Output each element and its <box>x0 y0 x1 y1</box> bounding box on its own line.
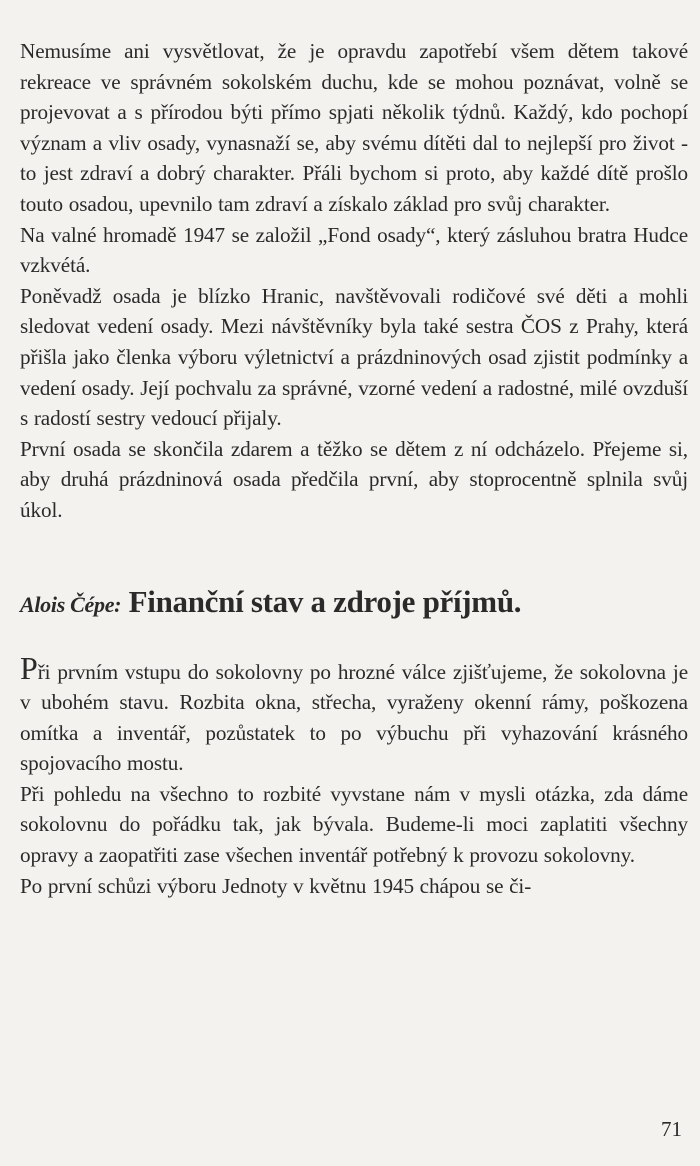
heading-gap <box>20 624 688 657</box>
article-author: Alois Čépe: <box>20 591 122 617</box>
article-title: Finanční stav a zdroje příjmů. <box>128 583 522 619</box>
article-body <box>20 649 688 902</box>
paragraph-first-visit <box>20 649 688 779</box>
paragraph-fund: Na valné hromadě 1947 se založil „Fond osady“, který zásluhou bratra Hudce vzkvétá. <box>20 222 688 278</box>
section-gap <box>20 526 688 583</box>
page-number: 71 <box>661 1117 682 1141</box>
top-section <box>20 36 688 526</box>
book-page <box>20 36 688 901</box>
paragraph-repairs-question: Při pohledu na všechno to rozbité vyvstane nám v mysli otázka, zda dáme sokolovnu do pořádku tak, jak bývala. Budeme-li moci zaplatiti všechny opravy a zaopatřiti zase všechen inventář potřebný k provozu sokolovny. <box>20 781 688 868</box>
drop-cap-letter: P <box>20 649 38 686</box>
article-heading <box>20 583 688 624</box>
paragraph-children-recreation: Nemusíme ani vysvětlovat, že je opravdu zapotřebí všem dětem takové rekreace ve správném sokolském duchu, kde se mohou poznávat, volně se projevovat a s přírodou býti přímo spjati několik týdnů. Každý, kdo pochopí význam a vliv osady, vynasnaží se, aby svému dítěti dal to nejlepší pro život - to jest zdraví a dobrý charakter. Přáli bychom si proto, aby každé dítě prošlo touto osadou, upevnilo tam zdraví a získalo základ pro svůj charakter. <box>20 39 688 216</box>
paragraph-first-visit-text: ři prvním vstupu do sokolovny po hrozné válce zjišťujeme, že sokolovna je v ubohém stavu. Rozbita okna, střecha, vyraženy okenní rámy, poškozena omítka a inventář, pozůstatek to po výbuchu při vyhazování krásného spojovacího mostu. <box>20 659 688 776</box>
paragraph-first-camp-end: První osada se skončila zdarem a těžko se dětem z ní odcházelo. Přejeme si, aby druhá prázdninová osada předčila první, aby stoprocentně splnila svůj úkol. <box>20 436 688 522</box>
paragraph-committee-meeting: Po první schůzi výboru Jednoty v květnu 1945 chápou se či- <box>20 873 532 898</box>
paragraph-visitors: Poněvadž osada je blízko Hranic, navštěvovali rodičové své děti a mohli sledovat vedení osady. Mezi návštěvníky byla také sestra ČOS z Prahy, která přišla jako členka výboru výletnictví a prázdninových osad zjistit podmínky a vedení osady. Její pochvalu za správné, vzorné vedení a radostné, milé ovzduší s radostí sestry vedoucí přijaly. <box>20 283 688 431</box>
